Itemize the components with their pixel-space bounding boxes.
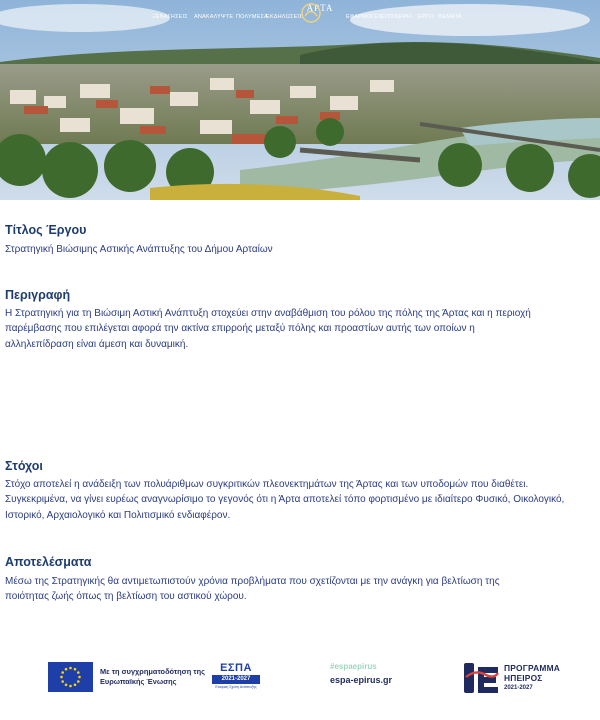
- nav-item-media[interactable]: ΠΟΛΥΜΕΣΑ: [236, 14, 269, 20]
- nav-item-visit[interactable]: ΕΠΙΣΚΕΨΗ: [381, 14, 412, 20]
- hero-image: [0, 0, 600, 200]
- nav-item-tours[interactable]: ΞΕΝΑΓΗΣΕΙΣ: [152, 14, 188, 20]
- nav-item-apps[interactable]: ΕΦΑΡΜΟΓΕΣ: [346, 14, 382, 20]
- espa-logo: [212, 662, 260, 692]
- espa-title: ΕΣΠΑ: [220, 662, 252, 674]
- arta-emblem-icon: [300, 2, 322, 24]
- program-years: 2021-2027: [504, 685, 533, 691]
- brand-name: ΑΡΤΑ: [306, 3, 334, 13]
- nav-item-topics[interactable]: ΘΕΜΑΤΑ: [438, 14, 462, 20]
- eu-cofunding-text: Με τη συγχρηματοδότηση της Ευρωπαϊκής Ένωσης: [100, 667, 205, 686]
- section-body: Στρατηγική Βιώσιμης Αστικής Ανάπτυξης του Δήμου Αρταίων: [5, 244, 273, 255]
- espa-subtitle: Εταιρική Σχέση Ανάπτυξης: [215, 685, 257, 689]
- section-heading: Περιγραφή: [5, 288, 71, 302]
- website-link[interactable]: espa-epirus.gr: [330, 675, 393, 685]
- funding-footer: [0, 650, 600, 710]
- section-heading: Στόχοι: [5, 459, 43, 473]
- program-title: ΠΡΟΓΡΑΜΜΑ ΗΠΕΙΡΟΣ: [504, 663, 560, 683]
- espa-years: 2021-2027: [221, 676, 251, 682]
- section-body: Η Στρατηγική για τη Βιώσιμη Αστική Ανάπτυξη στοχεύει στην αναβάθμιση του ρόλου της πόλης της Άρτας και η περιοχή παρέμβασης που επιλέγεται αφορά την ακτίνα επιρροής μεταξύ πόλης και προαστίων αυτής των οποίων η αλληλεπίδραση είναι άμεση και δυναμική.: [5, 308, 531, 350]
- hashtag-link[interactable]: #espaepirus: [330, 662, 377, 671]
- brand-logo[interactable]: [300, 2, 340, 13]
- section-body: Στόχο αποτελεί η ανάδειξη των πολυάριθμων συγκριτικών πλεονεκτημάτων της Άρτας και των υποδομών που διαθέτει. Συγκεκριμένα, να γίνει ευρέως αναγνωρίσιμο το γεγονός ότι η Άρτα αποτελεί τόπο φορτισμένο με ιδιαίτερο Φυσικό, Οικολογικό, Ιστορικό, Αρχαιολογικό και Πολιτισμικό ενδιαφέρον.: [5, 479, 565, 521]
- city-aerial-photo: [0, 0, 600, 200]
- nav-item-events[interactable]: ΕΚΔΗΛΩΣΕΙΣ: [266, 14, 303, 20]
- section-heading: Αποτελέσματα: [5, 555, 92, 569]
- section-heading: Τίτλος Έργου: [5, 223, 87, 237]
- eu-flag-icon: [48, 662, 93, 692]
- section-body: Μέσω της Στρατηγικής θα αντιμετωπιστούν χρόνια προβλήματα που σχετίζονται με την ανάγκη για βελτίωση της ποιότητας ζωής όπως τη βελτίωση του αστικού χώρου.: [5, 576, 500, 603]
- nav-item-project[interactable]: ΕΡΓΟ: [418, 14, 434, 20]
- epirus-program-logo-icon: [462, 659, 500, 697]
- nav-item-discover[interactable]: ΑΝΑΚΑΛΥΨΤΕ: [194, 14, 234, 20]
